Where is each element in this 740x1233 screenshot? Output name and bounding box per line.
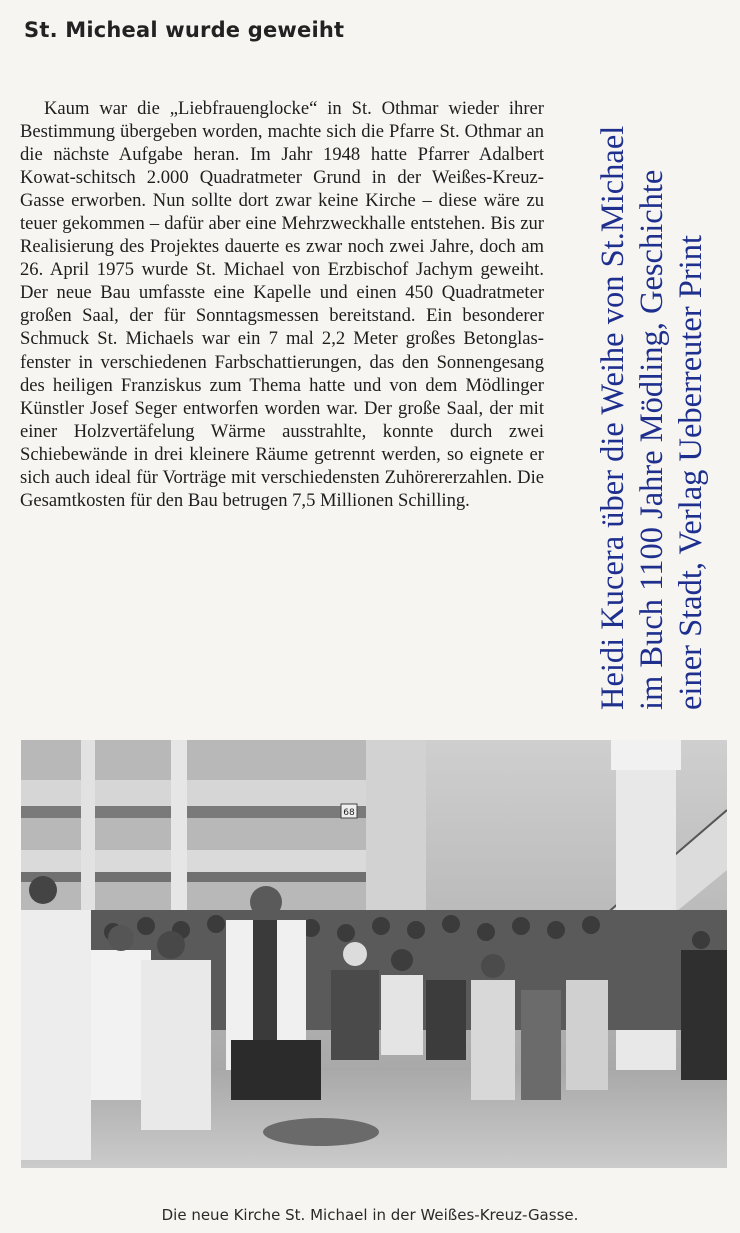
child (381, 975, 423, 1055)
sidenote-line: einer Stadt, Verlag Ueberreuter Print (673, 235, 709, 710)
photo-caption: Die neue Kirche St. Michael in der Weißes-Kreuz-Gasse. (161, 1206, 579, 1224)
article-line: verschiedensten Zuhörererzahlen. Die Gesamtkosten für (20, 466, 544, 511)
article-line: des Projektes dauerte es zwar noch zwei Jahre, doch (119, 236, 516, 258)
article-line: und einen 450 Quadratmeter großen Saal, der für (20, 282, 545, 327)
article-line: Holzvertäfelung Wärme ausstrahlte, konnte durch (73, 420, 493, 442)
article-line: Jachym geweiht. Der neue Bau umfasste eine Kapelle (20, 259, 544, 304)
child (471, 980, 515, 1100)
article-line: zwei Schiebewände in drei kleinere Räume getrennt (20, 420, 544, 465)
article-line: wieder ihrer Bestimmung übergeben worden, machte (20, 98, 544, 143)
building-facade (21, 740, 381, 915)
photo-illustration (21, 740, 727, 1168)
article-heading: St. Micheal wurde geweiht (24, 18, 345, 42)
child (681, 950, 727, 1080)
article-line: Kaum war die „Liebfrauenglocke“ in St. Othmar (44, 98, 439, 119)
article-line: sich die Pfarre St. Othmar an die nächste Aufgabe (20, 121, 545, 166)
article-line: fenster in verschiedenen Farbschattierungen, das den (20, 351, 429, 373)
altar-server-left (21, 910, 91, 1160)
child (426, 980, 466, 1060)
sidenote-line: Heidi Kucera über die Weihe von St.Michael (595, 125, 631, 710)
source-sidenote (594, 80, 711, 710)
article-line: schitsch 2.000 Quadratmeter Grund in der Weißes- (75, 167, 493, 189)
consecration-photo (21, 740, 727, 1168)
article-line: St. Michaels war ein 7 mal 2,2 Meter großes Betonglas- (97, 328, 544, 350)
house-number-text: 68 (343, 808, 355, 818)
article-line: Kreuz-Gasse erworben. Nun sollte dort zwar keine (20, 167, 544, 212)
article-line: hatte und von dem Mödlinger Künstler Josef Seger (20, 374, 544, 419)
child (331, 970, 379, 1060)
article-line: den Bau betrugen 7,5 Millionen Schilling. (156, 489, 470, 511)
manhole-cover (263, 1118, 379, 1146)
article-line: werden, so eignete er sich auch ideal für Vorträge mit (20, 443, 544, 488)
article-line: eine Mehrzweckhalle entstehen. Bis zur Realisierung (20, 213, 544, 258)
article-line: am 26. April 1975 wurde St. Michael von Erzbischof (20, 236, 544, 281)
article-body (20, 97, 544, 512)
child (521, 990, 561, 1100)
article-line: Sonnengesang des heiligen Franziskus zum Thema (20, 351, 544, 396)
article-line: Kirche – diese wäre zu teuer gekommen – dafür aber (20, 190, 545, 235)
article-line: heran. Im Jahr 1948 hatte Pfarrer Adalbert Kowat- (20, 144, 544, 189)
article-line: Sonntagsmessen bereitstand. Ein besonderer Schmuck (20, 305, 544, 350)
sidenote-line: im Buch 1100 Jahre Mödling, Geschichte (634, 169, 670, 710)
child (566, 980, 608, 1090)
article-line: entworfen worden war. Der große Saal, der mit einer (20, 397, 544, 442)
